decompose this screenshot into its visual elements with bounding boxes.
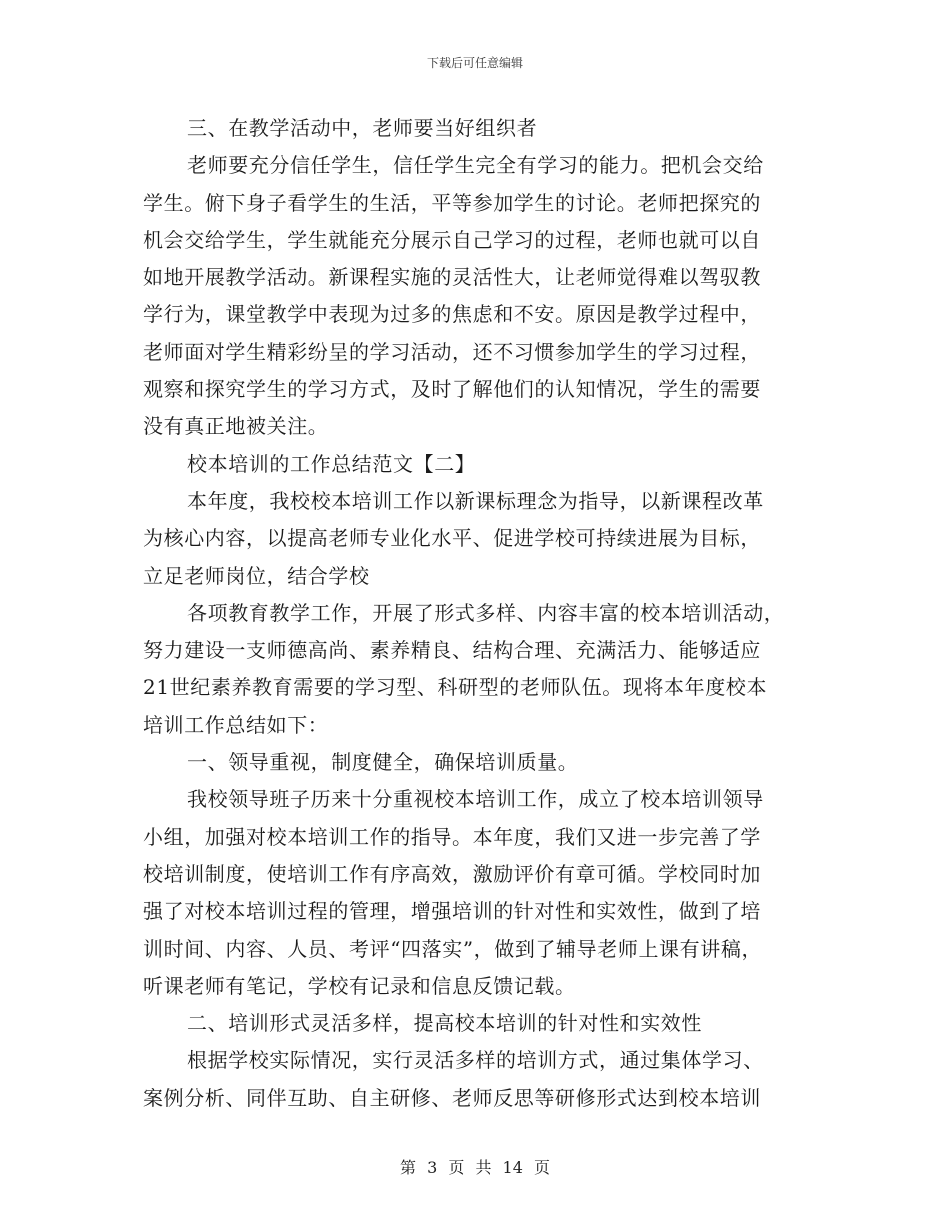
- text-line: 老师面对学生精彩纷呈的学习活动，还不习惯参加学生的学习过程，: [143, 339, 761, 364]
- text-line: 为核心内容，以提高老师专业化水平、促进学校可持续进展为目标，: [143, 526, 761, 551]
- page-footer: 第 3 页 共 14 页: [400, 1158, 550, 1177]
- text-line: 观察和探究学生的学习方式，及时了解他们的认知情况，学生的需要: [143, 377, 761, 402]
- text-line: 案例分析、同伴互助、自主研修、老师反思等研修形式达到校本培训: [143, 1085, 761, 1110]
- text-line: 机会交给学生，学生就能充分展示自己学习的过程，老师也就可以自: [143, 227, 761, 252]
- text-line: 学生。俯下身子看学生的生活，平等参加学生的讨论。老师把探究的: [143, 190, 761, 215]
- text-line: 校本培训的工作总结范文【二】: [187, 451, 476, 476]
- text-line: 21世纪素养教育需要的学习型、科研型的老师队伍。现将本年度校本: [143, 675, 768, 700]
- document-body: [143, 110, 803, 1117]
- text-line: 三、在教学活动中，老师要当好组织者: [187, 116, 538, 140]
- text-line: 本年度，我校校本培训工作以新课标理念为指导，以新课程改革: [187, 488, 764, 513]
- text-line: 老师要充分信任学生，信任学生完全有学习的能力。把机会交给: [187, 153, 764, 178]
- text-line: 努力建设一支师德高尚、素养精良、结构合理、充满活力、能够适应: [143, 638, 761, 663]
- text-line: 校培训制度，使培训工作有序高效，激励评价有章可循。学校同时加: [143, 861, 761, 886]
- text-line: 二、培训形式灵活多样，提高校本培训的针对性和实效性: [187, 1011, 702, 1036]
- text-line: 根据学校实际情况，实行灵活多样的培训方式，通过集体学习、: [187, 1048, 764, 1073]
- text-line: 各项教育教学工作，开展了形式多样、内容丰富的校本培训活动，: [187, 600, 785, 625]
- text-line: 训时间、内容、人员、考评“四落实”，做到了辅导老师上课有讲稿，: [143, 936, 763, 961]
- text-line: 如地开展教学活动。新课程实施的灵活性大，让老师觉得难以驾驭教: [143, 265, 761, 290]
- text-line: 没有真正地被关注。: [143, 414, 329, 439]
- text-line: 强了对校本培训过程的管理，增强培训的针对性和实效性，做到了培: [143, 899, 761, 924]
- text-line: 学行为，课堂教学中表现为过多的焦虑和不安。原因是教学过程中，: [143, 302, 761, 327]
- text-line: 听课老师有笔记，学校有记录和信息反馈记载。: [143, 973, 576, 998]
- text-line: 我校领导班子历来十分重视校本培训工作，成立了校本培训领导: [187, 787, 764, 812]
- text-line: 一、领导重视，制度健全，确保培训质量。: [187, 750, 579, 775]
- page-header: 下载后可任意编辑: [426, 56, 523, 70]
- text-line: 立足老师岗位，结合学校: [143, 563, 370, 588]
- text-line: 小组，加强对校本培训工作的指导。本年度，我们又进一步完善了学: [143, 824, 761, 849]
- text-line: 培训工作总结如下：: [143, 712, 329, 737]
